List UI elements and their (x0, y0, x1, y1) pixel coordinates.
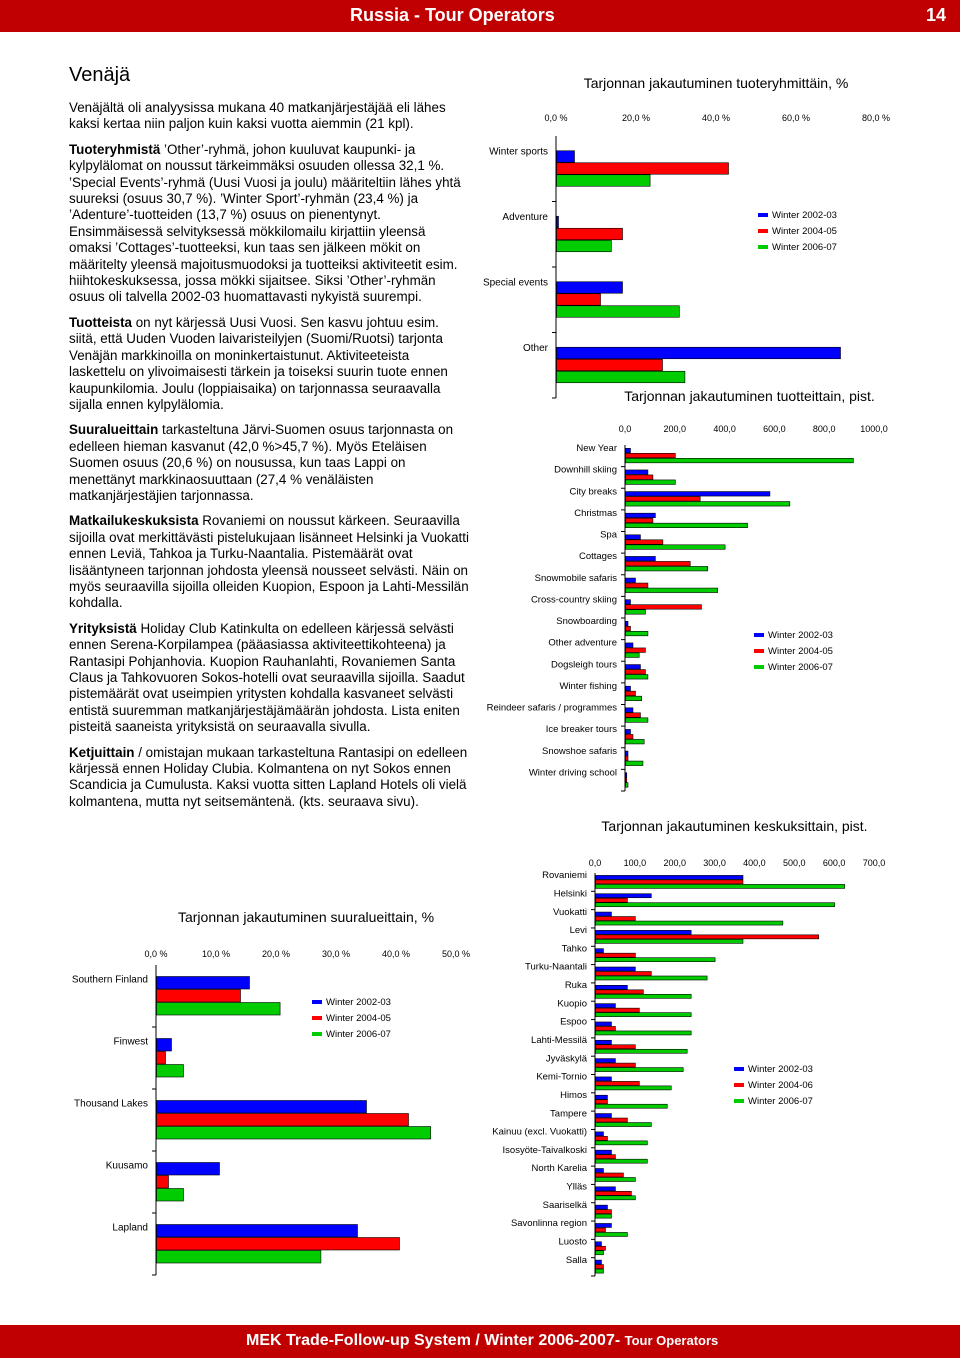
bar-centres-19-2 (596, 1232, 628, 1236)
bar-products-5-2 (626, 566, 708, 571)
chart-title: Tarjonnan jakautuminen tuoteryhmittäin, % (583, 75, 849, 91)
bar-products-13-2 (626, 739, 645, 744)
legend-label: Winter 2002-03 (768, 630, 833, 641)
category-label: Luosto (558, 1236, 587, 1248)
category-label: Winter fishing (559, 680, 617, 692)
bar-product-groups-0-0 (557, 151, 575, 163)
category-label: Levi (569, 925, 587, 937)
bar-centres-8-0 (596, 1022, 612, 1026)
bar-products-11-2 (626, 696, 642, 701)
tick-label: 1000,0 (860, 424, 888, 434)
category-label: Snowshoe safaris (542, 745, 617, 757)
bar-centres-15-2 (596, 1159, 648, 1163)
bar-centres-9-1 (596, 1045, 636, 1049)
bar-centres-17-1 (596, 1191, 632, 1195)
bar-centres-2-2 (596, 921, 783, 925)
bar-products-0-1 (626, 453, 676, 458)
chart-title: Tarjonnan jakautuminen suuralueittain, % (177, 909, 435, 925)
tick-label: 400,0 (743, 858, 766, 868)
bar-centres-20-0 (596, 1242, 602, 1246)
category-label: Salla (565, 1254, 587, 1266)
paragraph-chains: Ketjuittain / omistajan mukaan tarkasteltuna Rantasipi on edelleen kärjessä ennen Holiday Clubia. Kolmantena on nyt Sokos ennen Scandicia ja Cumulusta. Kaksi vuotta sitten Lapland Hotels oli vielä kolmantena, mutta nyt seitsemäntenä. (kts. seuraava sivu). (69, 744, 468, 809)
bar-regions-4-2 (157, 1251, 321, 1264)
bar-products-7-1 (626, 605, 702, 610)
bar-products-9-1 (626, 648, 646, 653)
tick-label: 100,0 (623, 858, 647, 868)
tick-label: 600,0 (822, 858, 846, 868)
legend-label: Winter 2002-03 (748, 1064, 813, 1075)
bar-centres-16-1 (596, 1173, 624, 1177)
bar-regions-3-1 (157, 1176, 169, 1189)
legend-swatch (758, 229, 768, 233)
category-label: Tahko (561, 943, 587, 955)
bar-products-0-2 (626, 458, 854, 463)
bar-centres-7-0 (596, 1004, 616, 1008)
tick-label: 0,0 (588, 858, 602, 868)
category-label: Helsinki (553, 888, 587, 900)
header-title: Russia - Tour Operators (350, 5, 555, 25)
bar-regions-2-1 (157, 1114, 409, 1127)
category-label: Ylläs (566, 1181, 587, 1193)
tick-label: 80,0 % (861, 113, 891, 123)
category-label: Thousand Lakes (74, 1098, 148, 1110)
tick-label: 50,0 % (441, 949, 471, 959)
tick-label: 0,0 % (544, 113, 568, 123)
bar-centres-3-0 (596, 930, 692, 934)
category-label: Dogsleigh tours (550, 659, 617, 671)
category-label: Vuokatti (553, 906, 587, 918)
legend-label: Winter 2006-07 (748, 1096, 813, 1107)
category-label: Isosyöte-Taivalkoski (502, 1144, 587, 1156)
bar-centres-17-0 (596, 1187, 616, 1191)
paragraph-centres: Matkailukeskuksista Rovaniemi on noussut kärkeen. Seuraavilla sijoilla ovat merkittävästi pistelukujaan lisänneet Helsinki ja Vuokatti ennen Leviä, Tahkoa ja Turku-Naantalia. Pistemäärät ovat lisääntyneen tarjonnan johdosta yleensä nousseet selvästi. Näin on myös seuraavilla sijoilla olleiden Kuopion, Espoon ja Lahti-Messilän kohdalla. (69, 513, 469, 611)
bar-centres-14-0 (596, 1132, 604, 1136)
legend-swatch (758, 245, 768, 249)
bar-centres-9-2 (596, 1049, 688, 1053)
bar-products-12-0 (626, 708, 633, 713)
paragraph-intro: Venäjältä oli analyysissa mukana 40 matkanjärjestäjää eli lähes kaksi kertaa niin paljon kuin kaksi vuotta aiemmin (21 kpl). (69, 100, 446, 132)
bar-regions-1-1 (157, 1052, 166, 1065)
bar-products-14-2 (626, 761, 643, 766)
bar-products-13-0 (626, 729, 631, 734)
category-label: Lapland (112, 1222, 148, 1234)
paragraph-product-groups: Tuoteryhmistä ’Other’-ryhmä, johon kuuluvat kaupunki- ja kylpylälomat on noussut tärkeimmäksi osuuden ollessa 32,1 %. ’Special Events’-ryhmä (Uusi Vuosi ja joulu) määriteltiin lähes yhtä suureksi (osuus 30,7 %). ’Winter Sport’-ryhmän (23,4 %) ja ’Adenture’-tuotteiden (13,7 %) osuus on pienentynyt. Ensimmäisessä selvityksessä mökkilomailu kirjattiin yleensä omaksi ’Cottages’-tuotteeksi, kun taas sen jälkeen mökit on määritelty yleensä majoitusmuodoksi ja tuotteiksi aktiviteetit esim. hiihtokeskuksessa, jossa mökki sijaitsee. Siksi ’Other’-ryhmän osuus oli talvella 2002-03 huomattavasti nykyistä suurempi. (69, 141, 461, 305)
legend-label: Winter 2004-06 (748, 1080, 813, 1091)
bar-product-groups-2-1 (557, 294, 601, 306)
bar-centres-4-2 (596, 958, 716, 962)
bar-products-7-0 (626, 600, 631, 605)
bar-centres-15-0 (596, 1150, 612, 1154)
tick-label: 20,0 % (621, 113, 651, 123)
bar-products-10-0 (626, 665, 641, 670)
bar-products-4-1 (626, 540, 663, 545)
legend-label: Winter 2004-05 (768, 646, 833, 657)
category-label: Cross-country skiing (530, 594, 617, 606)
bar-centres-12-0 (596, 1095, 608, 1099)
bar-centres-18-1 (596, 1210, 612, 1214)
tick-label: 40,0 % (701, 113, 731, 123)
legend-label: Winter 2006-07 (772, 242, 837, 253)
tick-label: 40,0 % (381, 949, 411, 959)
bar-centres-18-2 (596, 1214, 612, 1218)
bar-products-11-0 (626, 686, 631, 691)
bar-products-3-2 (626, 523, 748, 528)
category-label: Ruka (564, 980, 587, 992)
bar-centres-2-1 (596, 917, 636, 921)
tick-label: 500,0 (783, 858, 806, 868)
bar-products-15-2 (626, 783, 628, 788)
bar-centres-15-1 (596, 1155, 616, 1159)
tick-label: 300,0 (703, 858, 726, 868)
category-label: Reindeer safaris / programmes (486, 702, 617, 714)
bar-products-7-2 (626, 610, 646, 615)
category-label: Jyväskylä (545, 1053, 587, 1065)
tick-label: 0,0 % (144, 949, 168, 959)
chart-svg-products (478, 385, 923, 795)
bar-centres-14-1 (596, 1136, 608, 1140)
category-label: Winter driving school (528, 767, 617, 779)
bar-products-6-1 (626, 583, 648, 588)
bar-centres-1-2 (596, 903, 835, 907)
bar-centres-3-2 (596, 939, 743, 943)
bar-centres-2-0 (596, 912, 612, 916)
legend-label: Winter 2002-03 (772, 210, 837, 221)
bar-centres-8-2 (596, 1031, 692, 1035)
bar-centres-7-2 (596, 1013, 692, 1017)
tick-label: 700,0 (862, 858, 886, 868)
legend-label: Winter 2002-03 (326, 997, 391, 1008)
bar-products-5-0 (626, 556, 656, 561)
bar-centres-21-0 (596, 1260, 602, 1264)
bar-centres-0-0 (596, 875, 743, 879)
category-label: Winter sports (489, 146, 548, 158)
bar-regions-2-2 (157, 1127, 431, 1140)
category-label: Downhill skiing (554, 464, 617, 476)
category-label: Kuopio (557, 998, 587, 1010)
footer-text: MEK Trade-Follow-up System / Winter 2006-2007- Tour Operators (246, 1332, 719, 1349)
page-header (0, 0, 960, 32)
bar-product-groups-2-2 (557, 306, 680, 318)
category-label: Special events (482, 277, 548, 289)
bar-products-8-1 (626, 626, 631, 631)
bar-products-12-1 (626, 713, 641, 718)
paragraph-products: Tuotteista on nyt kärjessä Uusi Vuosi. Sen kasvu johtuu esim. siitä, että Uuden Vuoden laivaristeilyjen (Suomi/Ruotsi) tarjonta Venäjän markkinoilla on moninkertaistunut. Aktiviteeteista laskettelu on ylivoimaisesti tärkein ja toiseksi suurin tuote ennen kaupunkilomia. Joulu (loppiaisaika) on tarjonnassa seuraavalla sijalla ennen kylpylälomia. (69, 314, 448, 412)
paragraph-regions: Suuralueittain tarkasteltuna Järvi-Suomen osuus tarjonnasta on edelleen hieman kasvanut (42,0 %>45,7 %). Myös Eteläisen Suomen osuus (20,6 %) on nousussa, kun taas Lappi on menettänyt markkinaosuuttaan (27,4 % venäläisten matkanjärjestäjien tarjonnassa. (69, 422, 454, 503)
category-label: Other (522, 342, 548, 354)
bar-centres-20-1 (596, 1246, 606, 1250)
bar-centres-18-0 (596, 1205, 608, 1209)
legend-swatch (312, 1000, 322, 1004)
category-label: Kemi-Tornio (536, 1071, 587, 1083)
bar-regions-0-2 (157, 1003, 281, 1016)
tick-label: 200,0 (663, 858, 686, 868)
page-footer (0, 1325, 960, 1358)
category-label: Espoo (560, 1016, 587, 1028)
bar-products-3-1 (626, 518, 653, 523)
bar-centres-10-1 (596, 1063, 636, 1067)
bar-products-2-0 (626, 492, 770, 497)
body-text (69, 100, 469, 819)
category-label: Turku-Naantali (525, 961, 587, 973)
tick-label: 20,0 % (261, 949, 291, 959)
bar-centres-4-1 (596, 953, 636, 957)
bar-centres-3-1 (596, 935, 819, 939)
bar-centres-6-0 (596, 985, 628, 989)
category-label: Snowboarding (556, 616, 617, 628)
bar-centres-12-1 (596, 1100, 608, 1104)
bar-products-14-0 (626, 751, 628, 756)
category-label: Saariselkä (542, 1199, 587, 1211)
category-label: Spa (600, 529, 617, 541)
bar-products-11-1 (626, 691, 636, 696)
bar-regions-3-0 (157, 1163, 220, 1176)
bar-products-6-2 (626, 588, 718, 593)
bar-centres-17-2 (596, 1196, 636, 1200)
bar-centres-19-1 (596, 1228, 606, 1232)
legend-swatch (758, 213, 768, 217)
category-label: Tampere (550, 1108, 587, 1120)
category-label: City breaks (569, 486, 617, 498)
bar-centres-11-0 (596, 1077, 612, 1081)
tick-label: 60,0 % (781, 113, 811, 123)
category-label: Southern Finland (71, 974, 148, 986)
bar-centres-1-0 (596, 894, 652, 898)
chart-svg-centres (478, 815, 923, 1285)
bar-products-12-2 (626, 718, 648, 723)
bar-product-groups-2-0 (557, 282, 623, 294)
bar-centres-10-2 (596, 1068, 684, 1072)
chart-products (478, 385, 923, 795)
bar-products-5-1 (626, 561, 691, 566)
bar-centres-5-1 (596, 972, 652, 976)
bar-centres-0-2 (596, 884, 845, 888)
bar-centres-20-2 (596, 1251, 604, 1255)
category-label: Ice breaker tours (545, 724, 617, 736)
category-label: Rovaniemi (542, 870, 587, 882)
bar-products-15-0 (626, 773, 627, 778)
category-label: Finwest (113, 1036, 148, 1048)
bar-product-groups-1-1 (557, 228, 623, 240)
legend-label: Winter 2006-07 (768, 662, 833, 673)
bar-centres-11-2 (596, 1086, 672, 1090)
chart-title: Tarjonnan jakautuminen tuotteittain, pist. (624, 388, 875, 404)
bar-centres-13-2 (596, 1123, 652, 1127)
legend-label: Winter 2004-05 (772, 226, 837, 237)
bar-centres-21-2 (596, 1269, 604, 1273)
tick-label: 0,0 (618, 424, 632, 434)
bar-products-2-2 (626, 502, 790, 507)
bar-product-groups-3-2 (557, 371, 685, 383)
bar-products-1-2 (626, 480, 676, 485)
legend-swatch (734, 1083, 744, 1087)
tick-label: 600,0 (763, 424, 786, 434)
category-label: Lahti-Messilä (531, 1034, 587, 1046)
chart-svg-regions (66, 905, 471, 1265)
bar-centres-9-0 (596, 1040, 612, 1044)
category-label: Himos (560, 1089, 587, 1101)
legend-label: Winter 2004-05 (326, 1013, 391, 1024)
section-heading: Venäjä (69, 64, 131, 86)
tick-label: 200,0 (663, 424, 687, 434)
category-label: Adventure (502, 211, 548, 223)
bar-centres-16-0 (596, 1169, 604, 1173)
category-label: North Karelia (531, 1163, 587, 1175)
bar-products-6-0 (626, 578, 636, 583)
legend-swatch (734, 1067, 744, 1071)
legend-swatch (754, 665, 764, 669)
bar-centres-0-1 (596, 880, 743, 884)
bar-centres-21-1 (596, 1265, 604, 1269)
legend-swatch (312, 1016, 322, 1020)
bar-regions-0-1 (157, 990, 241, 1003)
chart-centres (478, 815, 923, 1285)
bar-centres-5-0 (596, 967, 636, 971)
bar-product-groups-1-2 (557, 240, 612, 252)
legend-swatch (734, 1099, 744, 1103)
bar-centres-6-1 (596, 990, 644, 994)
bar-centres-7-1 (596, 1008, 640, 1012)
tick-label: 10,0 % (201, 949, 231, 959)
category-label: Other adventure (548, 637, 617, 649)
bar-regions-1-2 (157, 1065, 184, 1078)
chart-regions (66, 905, 471, 1265)
bar-products-10-1 (626, 670, 646, 675)
bar-products-15-1 (626, 778, 627, 783)
bar-products-8-0 (626, 621, 628, 626)
legend-swatch (754, 633, 764, 637)
bar-products-4-0 (626, 535, 641, 540)
bar-centres-19-0 (596, 1223, 612, 1227)
bar-centres-5-2 (596, 976, 708, 980)
bar-centres-10-0 (596, 1059, 616, 1063)
bar-regions-4-0 (157, 1225, 358, 1238)
bar-centres-8-1 (596, 1026, 616, 1030)
bar-product-groups-1-0 (557, 216, 559, 228)
bar-regions-3-2 (157, 1189, 184, 1202)
bar-centres-14-2 (596, 1141, 648, 1145)
bar-products-10-2 (626, 675, 648, 680)
bar-regions-2-0 (157, 1101, 367, 1114)
bar-products-14-1 (626, 756, 628, 761)
bar-regions-1-0 (157, 1039, 172, 1052)
bar-products-9-0 (626, 643, 633, 648)
category-label: Kainuu (excl. Vuokatti) (492, 1126, 587, 1138)
bar-regions-4-1 (157, 1238, 400, 1251)
bar-products-1-1 (626, 475, 653, 480)
category-label: New Year (576, 443, 617, 455)
bar-centres-4-0 (596, 949, 604, 953)
bar-products-0-0 (626, 448, 631, 453)
bar-products-2-1 (626, 497, 701, 502)
category-label: Christmas (574, 507, 617, 519)
bar-centres-6-2 (596, 994, 692, 998)
category-label: Savonlinna region (510, 1218, 587, 1230)
bar-centres-13-0 (596, 1114, 612, 1118)
legend-swatch (754, 649, 764, 653)
category-label: Snowmobile safaris (534, 572, 617, 584)
page-number: 14 (925, 5, 946, 25)
bar-product-groups-0-1 (557, 163, 729, 175)
chart-svg-product-groups (478, 68, 923, 413)
bar-centres-13-1 (596, 1118, 628, 1122)
tick-label: 30,0 % (321, 949, 351, 959)
legend-swatch (312, 1032, 322, 1036)
bar-regions-0-0 (157, 977, 250, 990)
bar-products-13-1 (626, 734, 633, 739)
tick-label: 400,0 (713, 424, 736, 434)
bar-products-9-2 (626, 653, 640, 658)
legend-label: Winter 2006-07 (326, 1029, 391, 1040)
bar-products-8-2 (626, 631, 648, 636)
tick-label: 800,0 (812, 424, 836, 434)
bar-centres-16-2 (596, 1178, 636, 1182)
bar-products-1-0 (626, 470, 648, 475)
paragraph-companies: Yrityksistä Holiday Club Katinkulta on edelleen kärjessä selvästi ennen Serena-Korpilampea (pääasiassa aktiviteettikohteena) ja Rantasipi Pohjanhovia. Kuopion Rauhanlahti, Rovaniemen Santa Claus ja Tahkovuoren Sokos-hotelli ovat seuraavilla sijoilla. Saadut pistemäärät ovat useimpien yritysten kohdalla kasvaneet selvästi entistä suuremman matkanjärjestäjämäärän johdosta. Lista eniten pisteitä saaneista yrityksistä on seuraavalla sivulla. (69, 620, 465, 735)
category-label: Kuusamo (105, 1160, 148, 1172)
bar-centres-12-2 (596, 1104, 668, 1108)
bar-product-groups-3-1 (557, 359, 663, 371)
bar-products-3-0 (626, 513, 656, 518)
chart-title: Tarjonnan jakautuminen keskuksittain, pist. (601, 818, 868, 834)
chart-product-groups (478, 68, 923, 413)
bar-product-groups-3-0 (557, 347, 841, 359)
bar-centres-11-1 (596, 1081, 640, 1085)
bar-product-groups-0-2 (557, 175, 651, 187)
bar-centres-1-1 (596, 898, 628, 902)
bar-products-4-2 (626, 545, 726, 550)
category-label: Cottages (578, 551, 617, 563)
